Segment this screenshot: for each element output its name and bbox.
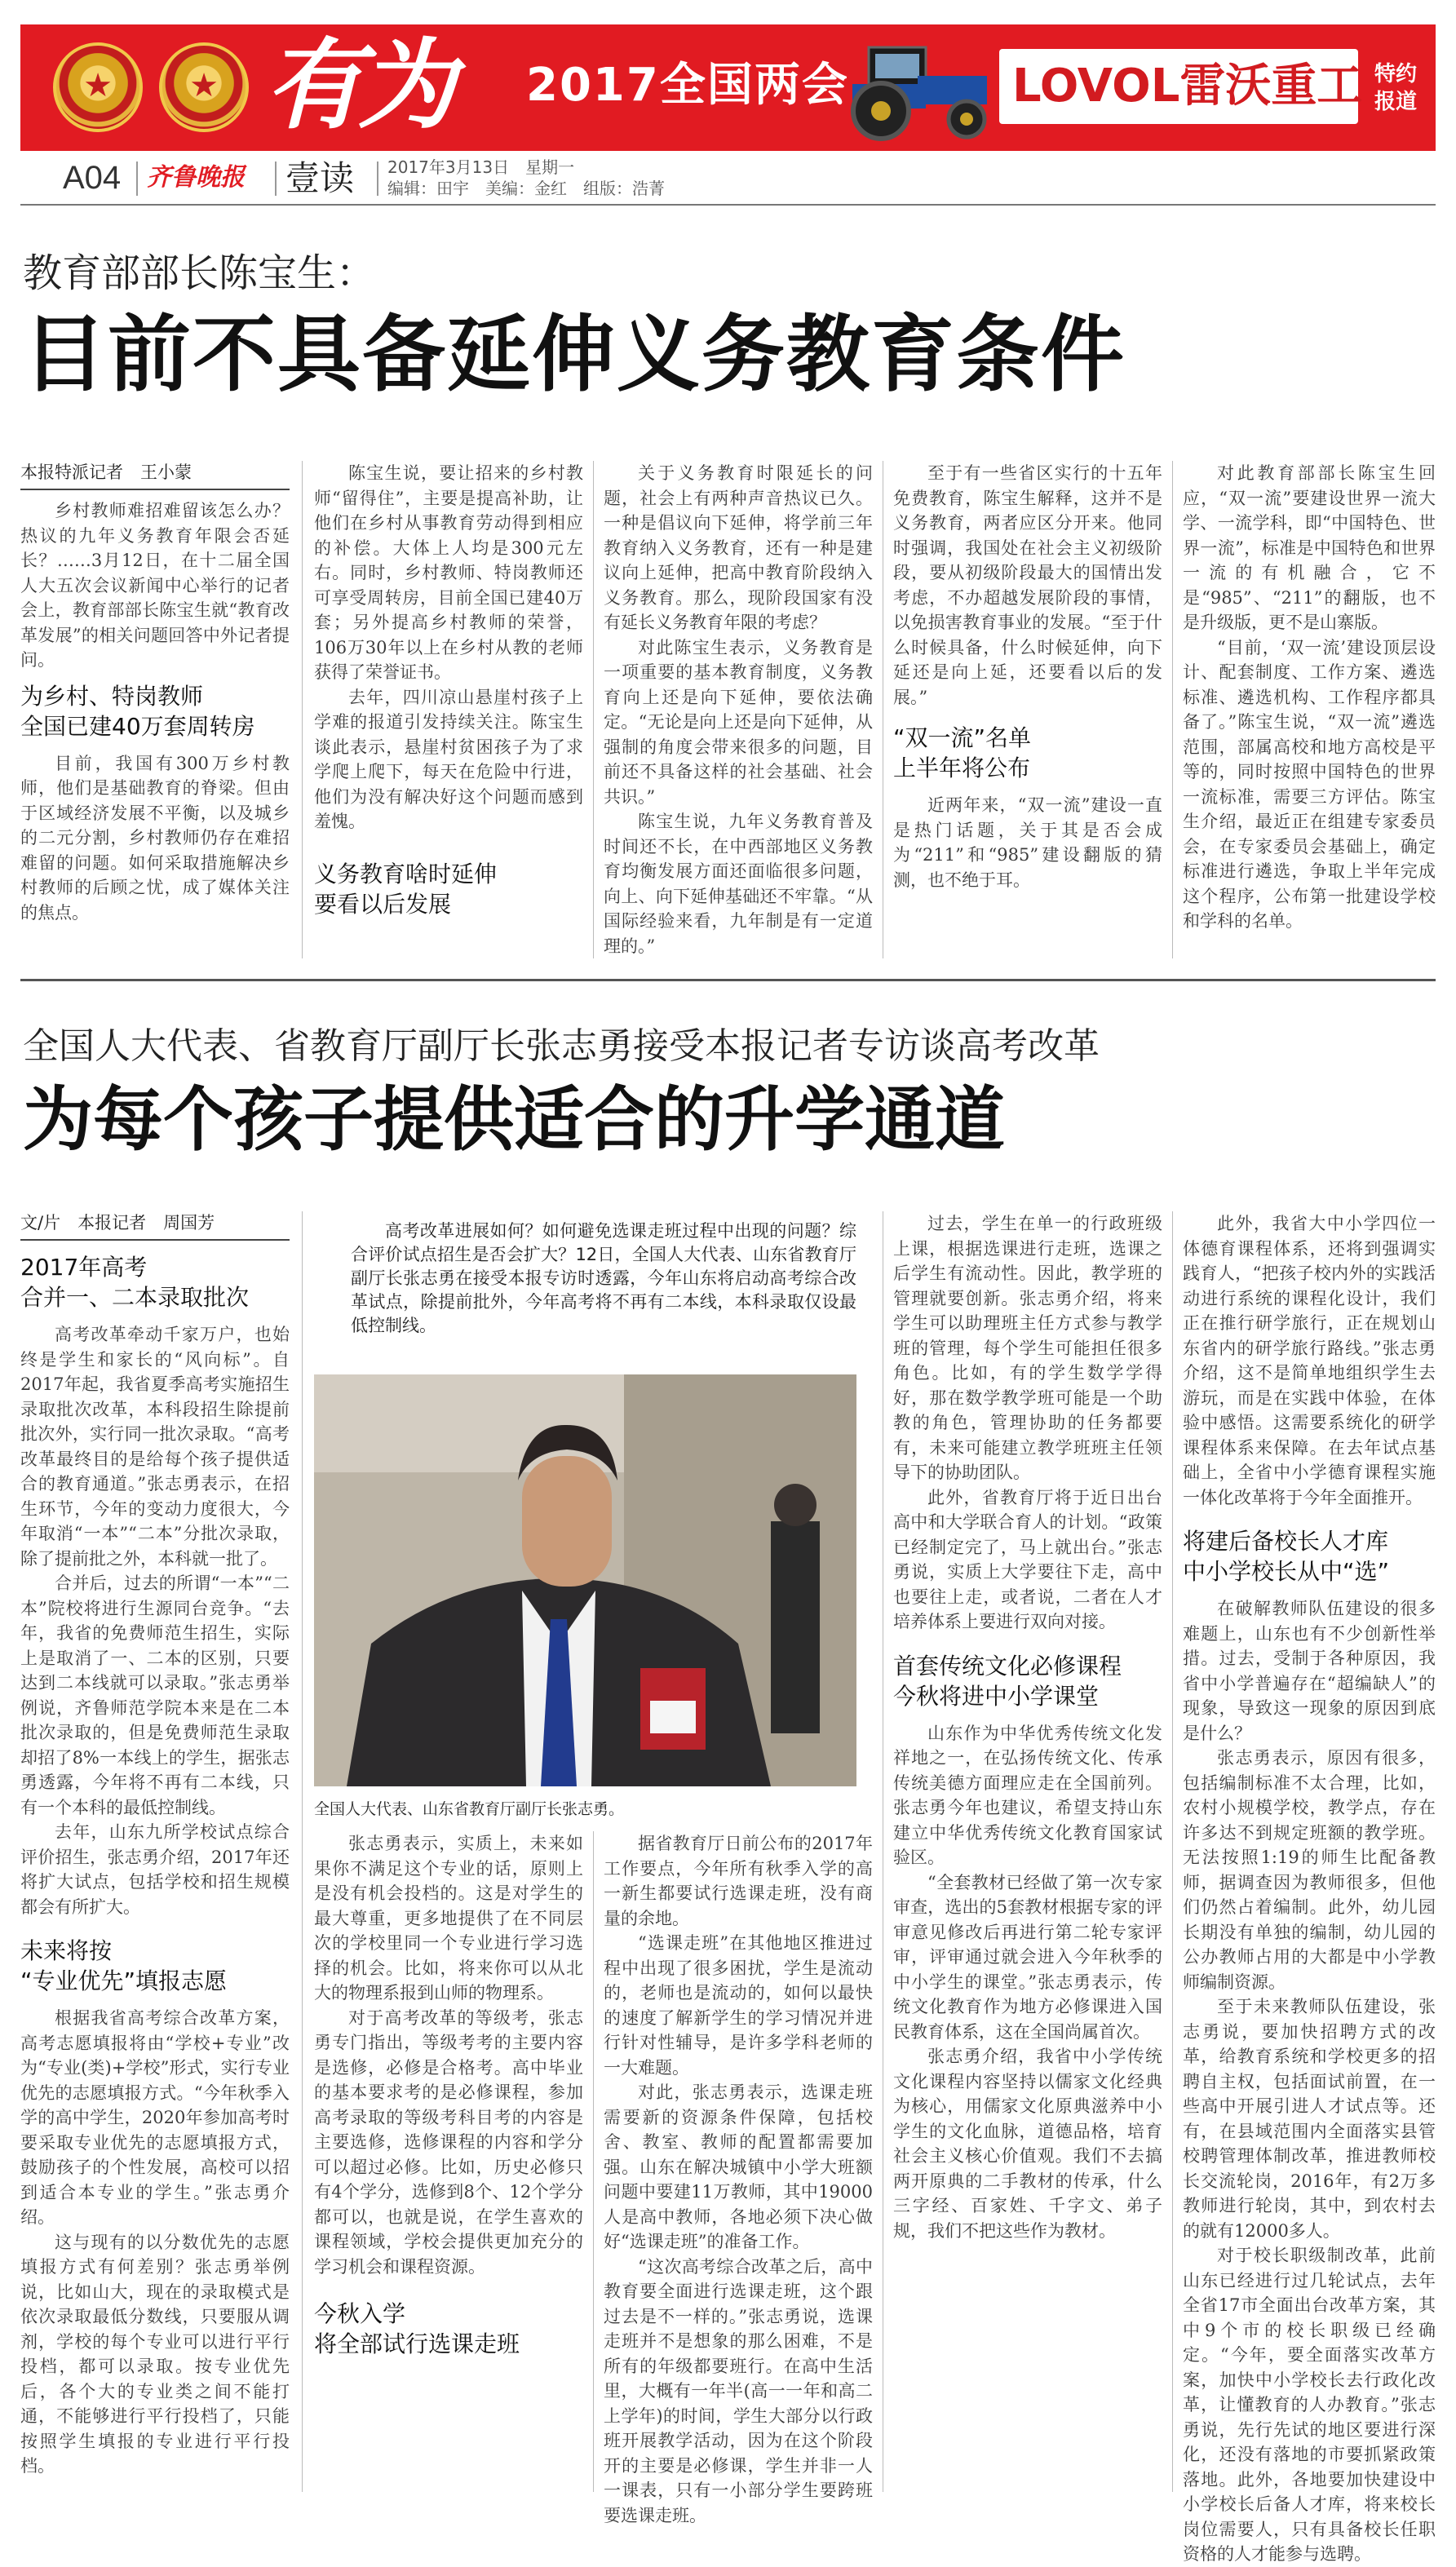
- paragraph: 对于高考改革的等级考，张志勇专门指出，等级考考的主要内容是选修，必修是合格考。高中毕业的基本要求考的是必修课程，参加高考录取的等级考科目考的内容是主要选修，选修课程的内容和学分可以超过必修。比如，历史必修只有4个学分，选修到8个、12个学分都可以，也就是说，在学生喜欢的课程领域，学校会提供更加充分的学习机会和课程资源。: [314, 2007, 583, 2277]
- article1-headline: 目前不具备延伸义务教育条件: [23, 307, 1126, 404]
- article2-column-4: [893, 1211, 1162, 2496]
- paragraph: 至于有一些省区实行的十五年免费教育，陈宝生解释，这并不是义务教育，两者应区分开来。他同时强调，我国处在社会主义初级阶段，要从初级阶段最大的国情出发考虑，不办超越发展阶段的事情，以免损害教育事业的发展。“至于什么时候具备，什么时候延伸，向下延还是向上延，还要看以后的发展。”: [893, 463, 1162, 707]
- paragraph: 合并后，过去的所谓“一本”“二本”院校将进行生源同台竞争。“去年，我省的免费师范生招生，实际上是取消了一、二本的区别，只要达到二本线就可以录取。”张志勇举例说，齐鲁师范学院本来是在二本批次录取的，但是免费师范生录取却招了8%一本线上的学生，据张志勇透露，今年将不再有二本线，只有一个本科的最低控制线。: [20, 1573, 290, 1817]
- photo-caption: 全国人大代表、山东省教育厅副厅长张志勇。: [314, 1800, 625, 1818]
- article2-subhead-3: 今秋入学 将全部试行选课走班: [314, 2300, 520, 2357]
- masthead-brand: 有为: [265, 28, 451, 143]
- paragraph: 目前，我国有300万乡村教师，他们是基础教育的脊梁。但由于区域经济发展不平衡，以及城乡的二元分割，乡村教师仍存在难招难留的问题。如何采取措施解决乡村教师的后顾之忧，成了媒体关注的焦点。: [20, 753, 290, 923]
- article1-subhead-3: “双一流”名单 上半年将公布: [893, 724, 1032, 781]
- page-info-line: [20, 155, 1436, 201]
- paragraph: “全套教材已经做了第一次专家审查，选出的5套教材根据专家的评审意见修改后再进行第二轮专家评审，评审通过就会进入今年秋季的中小学生的课堂。”张志勇表示，传统文化教育作为地方必修课进入国民教育体系，这在全国尚属首次。: [893, 1872, 1162, 2042]
- divider: [377, 162, 378, 196]
- tractor-icon: [836, 39, 999, 141]
- paragraph: 陈宝生说，要让招来的乡村教师“留得住”，主要是提高补助，让他们在乡村从事教育劳动得到相应的补偿。大体上人均是300元左右。同时，乡村教师、特岗教师还可享受周转房，目前全国已建40万套；另外提高乡村教师的荣誉，106万30年以上在乡村从教的老师获得了荣誉证书。: [314, 463, 583, 682]
- sponsor-tag: 特约报道: [1374, 62, 1418, 114]
- paper-name: 齐鲁晚报: [147, 163, 245, 192]
- article1-column-3: [604, 461, 873, 967]
- divider: [275, 162, 277, 196]
- paragraph: 乡村教师难招难留该怎么办？热议的九年义务教育年限会否延长？……3月12日，在十二届全国人大五次会议新闻中心举行的记者会上，教育部部长陈宝生就“教育改革发展”的相关问题回答中外记者提问。: [20, 501, 290, 670]
- paragraph: 对此陈宝生表示，义务教育是一项重要的基本教育制度，义务教育向上还是向下延伸，要依法确定。“无论是向上还是向下延伸，从强制的角度会带来很多的问题，目前还不具备这样的社会基础、社会共识。”: [604, 637, 873, 807]
- column-divider: [302, 1211, 303, 2492]
- article1-subhead-1: 为乡村、特岗教师 全国已建40万套周转房: [20, 682, 255, 740]
- sponsor-box: [999, 49, 1363, 124]
- paragraph: 对于校长职级制改革，此前山东已经进行过几轮试点，去年全省17市全面出台改革方案，其中9个市的校长职级已经确定。“今年，要全面落实改革方案，加快中小学校长去行政化改革，让懂教育的人办教育。”张志勇说，先行先试的地区要进行深化，还没有落地的市要抓紧政策落地。此外，各地要加快建设中小学校长后备人才库，将来校长岗位需要人，只有具备校长任职资格的人才能参与选聘。: [1183, 2246, 1436, 2564]
- article2-subhead-5: 将建后备校长人才库 中小学校长从中“选”: [1183, 1528, 1390, 1585]
- article2-column-3: [604, 1831, 873, 2525]
- article1-subhead-2: 义务教育啥时延伸 要看以后发展: [314, 860, 498, 918]
- column-divider: [1172, 461, 1173, 958]
- article2-subhead-2: 未来将按 “专业优先”填报志愿: [20, 1937, 228, 1994]
- national-emblem-icon: [53, 42, 143, 132]
- interview-photo: [314, 1374, 856, 1786]
- portrait-illustration: [314, 1374, 856, 1786]
- banner-slogan: 2017全国两会: [526, 59, 849, 112]
- column-divider: [593, 461, 594, 958]
- article2-byline: 文/片 本报记者 周国芳: [20, 1211, 290, 1241]
- section-name: 壹读: [285, 158, 355, 198]
- paragraph: 此外，我省大中小学四位一体德育课程体系，还将到强调实践育人，“把孩子校内外的实践活动进行系统的课程化设计，我们正在推行研学旅行，正在规划山东省内的研学旅行路线。”张志勇介绍，这不是简单地组织学生去游玩，而是在实践中体验，在体验中感悟。这需要系统化的研学课程体系来保障。在去年试点基础上，全省中小学德育课程实施一体化改革将于今年全面推开。: [1183, 1214, 1436, 1507]
- paragraph: “目前，‘双一流’建设顶层设计、配套制度、工作方案、遴选标准、遴选机构、工作程序都具备了。”陈宝生说，“双一流”遴选范围，部属高校和地方高校是平等的，同时按照中国特色的世界一流标准，需要三方评估。陈宝生介绍，最近正在组建专家委员会，在专家委员会基础上，确定标准进行遴选，争取上半年完成这个程序，公布第一批建设学校和学科的名单。: [1183, 637, 1436, 931]
- paragraph: 在破解教师队伍建设的很多难题上，山东也有不少创新性举措。过去，受制于各种原因，我省中小学普遍存在“超编缺人”的现象，导致这一现象的原因到底是什么？: [1183, 1599, 1436, 1743]
- article1-column-2: [314, 461, 583, 967]
- paragraph: 这与现有的以分数优先的志愿填报方式有何差别？张志勇举例说，比如山大，现在的录取模式是依次录取最低分数线，只要服从调剂，学校的每个专业可以进行平行投档，都可以录取。按专业优先后，各个大的专业类之间不能打通，不能够进行平行投档了，只能按照学生填报的专业进行平行投档。: [20, 2232, 290, 2476]
- paragraph: 过去，学生在单一的行政班级上课，根据选课进行走班，选课之后学生有流动性。因此，教学班的管理就要创新。张志勇介绍，将来学生可以助理班主任方式参与教学班的管理，每个学生可能担任很多角色。比如，有的学生数学学得好，那在数学教学班可能是一个助教的角色，管理协助的任务都要有，未来可能建立教学班班主任领导下的协助团队。: [893, 1214, 1162, 1482]
- paragraph: 陈宝生说，九年义务教育普及时间还不长，在中西部地区义务教育均衡发展方面还面临很多问题，向上、向下延伸基础还不牢靠。“从国际经验来看，九年制是有一定道理的。”: [604, 812, 873, 956]
- column-divider: [1172, 1211, 1173, 2492]
- paragraph: “选课走班”在其他地区推进过程中出现了很多困扰，学生是流动的，老师也是流动的，如何以最快的速度了解新学生的学习情况并进行针对性辅导，是许多学科老师的一大难题。: [604, 1933, 873, 2078]
- sponsor-name: LOVOL雷沃重工: [1012, 60, 1363, 113]
- article2-column-5: [1183, 1211, 1436, 2564]
- masthead-banner: [20, 24, 1436, 151]
- paragraph: 至于未来教师队伍建设，张志勇说，要加快招聘方式的改革，给教育系统和学校更多的招聘自主权，包括面试前置，在一些高中开展引进人才试点等。还有，在县域范围内全面落实县管校聘管理体制改革，推进教师校长交流轮岗，2016年，有2万多教师进行轮岗，其中，到农村去的就有12000多人。: [1183, 1997, 1436, 2241]
- paragraph: 关于义务教育时限延长的问题，社会上有两种声音热议已久。一种是倡议向下延伸，将学前三年教育纳入义务教育，还有一种是建议向上延伸，把高中教育阶段纳入义务教育。那么，现阶段国家有没有延长义务教育年限的考虑？: [604, 463, 873, 632]
- paragraph: 张志勇表示，原因有很多，包括编制标准不太合理，比如，农村小规模学校，教学点，存在许多达不到规定班额的教学班。无法按照1:19的师生比配备教师，据调查因为教师很多，但他们仍然占着编制。此外，幼儿园长期没有单独的编制，幼儿园的公办教师占用的大都是中小学教师编制资源。: [1183, 1748, 1436, 1992]
- divider: [136, 162, 138, 196]
- paragraph: 去年，四川凉山悬崖村孩子上学难的报道引发持续关注。陈宝生谈此表示，悬崖村贫困孩子为了求学爬上爬下，每天在危险中行进，他们为没有解决好这个问题而感到羞愧。: [314, 687, 583, 831]
- article1-column-5: [1183, 461, 1436, 967]
- article2-subhead-4: 首套传统文化必修课程 今秋将进中小学课堂: [893, 1652, 1122, 1710]
- article1-byline: 本报特派记者 王小蒙: [20, 461, 290, 490]
- paragraph: 根据我省高考综合改革方案，高考志愿填报将由“学校+专业”改为“专业(类)+学校”形式，实行专业优先的志愿填报方式。“今年秋季入学的高中学生，2020年参加高考时要采取专业优先的志愿填报方式，鼓励孩子的个性发展，高校可以招到适合本专业的学生。”张志勇介绍。: [20, 2008, 290, 2227]
- issue-date: 2017年3月13日 星期一: [387, 157, 575, 177]
- column-divider: [593, 1831, 594, 2492]
- article1-kicker: 教育部部长陈宝生：: [23, 250, 376, 296]
- article1-column-4: [893, 461, 1162, 967]
- article2-column-2: [314, 1831, 583, 2496]
- paragraph: 山东作为中华优秀传统文化发祥地之一，在弘扬传统文化、传承传统美德方面理应走在全国前列。张志勇今年也建议，希望支持山东建立中华优秀传统文化教育国家试验区。: [893, 1723, 1162, 1867]
- paragraph: 对此，张志勇表示，选课走班需要新的资源条件保障，包括校舍、教室、教师的配置都需要加强。山东在解决城镇中小学大班额问题中要建11万教师，其中19000人是高中教师，各地必须下决心做好“选课走班”的准备工作。: [604, 2082, 873, 2251]
- article1-column-1: [20, 461, 290, 967]
- paragraph: 据省教育厅日前公布的2017年工作要点，今年所有秋季入学的高一新生都要试行选课走班，没有商量的余地。: [604, 1834, 873, 1928]
- paragraph: 张志勇表示，实质上，未来如果你不满足这个专业的话，原则上是没有机会投档的。这是对学生的最大尊重，更多地提供了在不同层次的学校里同一个专业进行学习选择的机会。比如，将来你可以从北大的物理系报到山师的物理系。: [314, 1834, 583, 2003]
- paragraph: 张志勇介绍，我省中小学传统文化课程内容坚持以儒家文化经典为核心，用儒家文化原典滋养中小学生的文化血脉，道德品格，培育社会主义核心价值观。我们不去搞两开原典的二手教材的传承，什么三字经、百家姓、千字文、弟子规，我们不把这些作为教材。: [893, 2047, 1162, 2241]
- column-divider: [302, 461, 303, 958]
- paragraph: 去年，山东九所学校试点综合评价招生，张志勇介绍，2017年还将扩大试点，包括学校和招生规模都会有所扩大。: [20, 1822, 290, 1917]
- paragraph: 此外，省教育厅将于近日出台高中和大学联合育人的计划。“政策已经制定完了，马上就出台。”张志勇说，实质上大学要往下走，高中也要往上走，或者说，二者在人才培养体系上要进行双向对接。: [893, 1487, 1162, 1631]
- section-rule: [20, 979, 1436, 981]
- paragraph: 高考改革牵动千家万户，也始终是学生和家长的“风向标”。自2017年起，我省夏季高考实施招生录取批次改革，本科段招生除提前批次外，实行同一批次录取。“高考改革最终目的是给每个孩子提供适合的教育通道。”张志勇表示，在招生环节，今年的变动力度很大，今年取消“一本”“二本”分批次录取，除了提前批之外，本科就一批了。: [20, 1325, 290, 1569]
- editor-credits: 编辑：田宇 美编：金红 组版：浩菁: [387, 179, 665, 198]
- article2-kicker: 全国人大代表、省教育厅副厅长张志勇接受本报记者专访谈高考改革: [23, 1025, 1100, 1067]
- cppcc-emblem-icon: [159, 42, 249, 132]
- page-rule: [20, 204, 1436, 206]
- article2-column-1: [20, 1211, 290, 2496]
- article2-intro: 高考改革进展如何？如何避免选课走班过程中出现的问题？综合评价试点招生是否会扩大？12日，全国人大代表、山东省教育厅副厅长张志勇在接受本报专访时透露，今年山东将启动高考综合改革试点，除提前批外，今年高考将不再有二本线，本科录取仅设最低控制线。: [351, 1221, 856, 1335]
- paragraph: “这次高考综合改革之后，高中教育要全面进行选课走班，这个跟过去是不一样的。”张志勇说，选课走班并不是想象的那么困难，不是所有的年级都要班行。在高中生活里，大概有一年半(高一一年和高二上学年)的时间，学生大部分以行政班开展教学活动，因为在这个阶段开的主要是必修课，学生并非一人一课表，只有一小部分学生要跨班要选课走班。: [604, 2256, 873, 2525]
- paragraph: 近两年来，“双一流”建设一直是热门话题，关于其是否会成为“211”和“985”建设翻版的猜测，也不绝于耳。: [893, 795, 1162, 890]
- article2-subhead-1: 2017年高考 合并一、二本录取批次: [20, 1254, 250, 1311]
- page-number: A04: [63, 160, 122, 196]
- article2-headline: 为每个孩子提供适合的升学通道: [23, 1079, 1005, 1161]
- paragraph: 对此教育部部长陈宝生回应，“双一流”要建设世界一流大学、一流学科，即“中国特色、世界一流”，标准是中国特色和世界一流的有机融合，它不是“985”、“211”的翻版，也不是升级版，更不是山寨版。: [1183, 463, 1436, 632]
